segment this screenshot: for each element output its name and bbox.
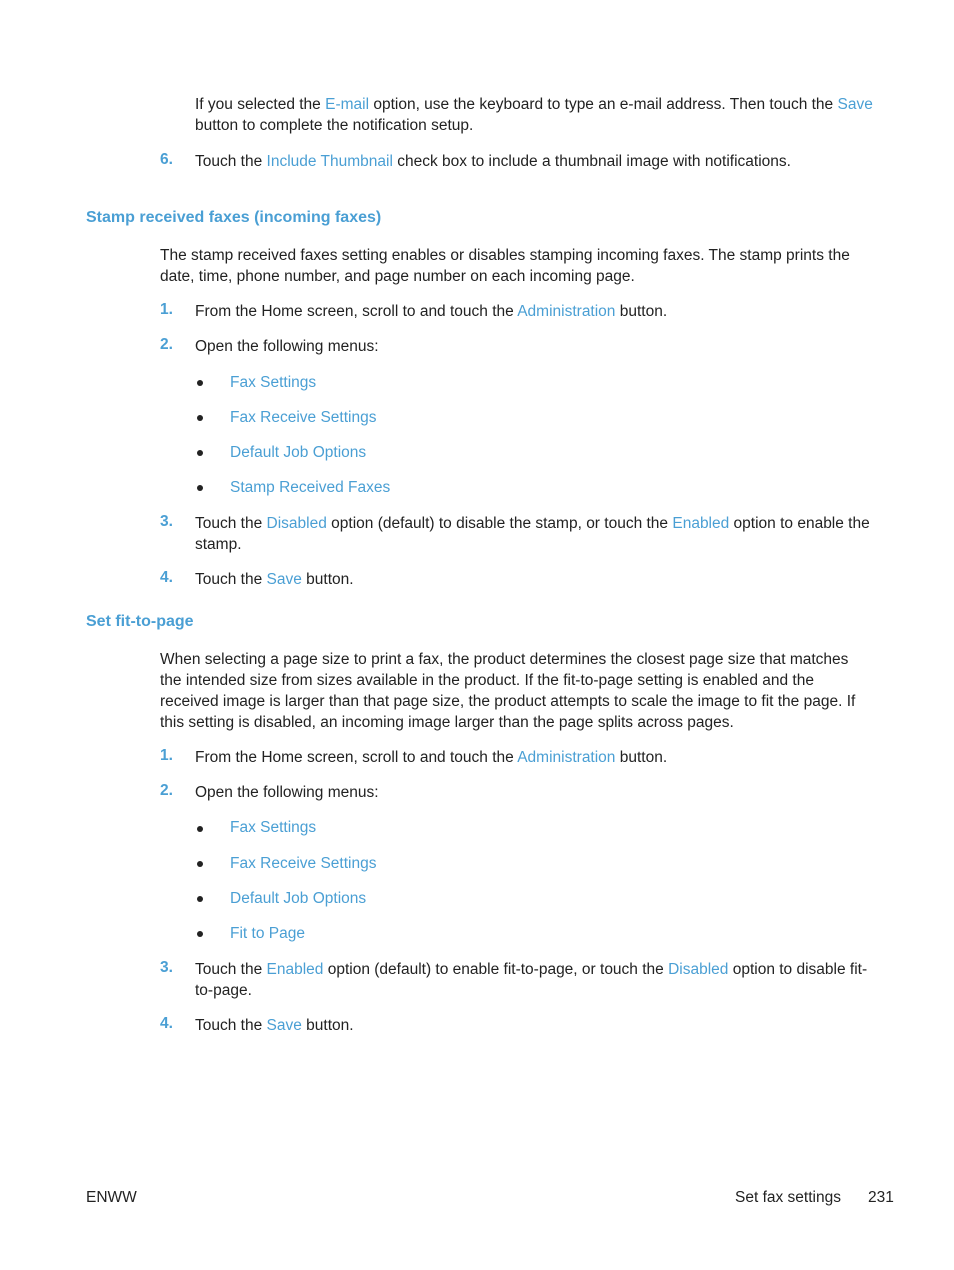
save-button-ref: Save (266, 571, 302, 588)
fit-step-4: Touch the Save button. (195, 1017, 354, 1034)
paragraph-email-note: If you selected the E-mail option, use the keyboard to type an e-mail address. Then touch the Save (195, 96, 873, 113)
stamp-step-1: From the Home screen, scroll to and touch the Administration button. (195, 303, 668, 320)
menu-item: Fax Receive Settings (230, 409, 377, 426)
stamp-step-3: Touch the Disabled option (default) to disable the stamp, or touch the Enabled option to enable the (195, 515, 870, 532)
include-thumbnail-ref: Include Thumbnail (266, 153, 393, 170)
section-heading-fit-to-page: Set fit-to-page (86, 613, 194, 630)
fit-intro-line3: received image is larger than that page size, the product attempts to scale the image to fit the page. If (160, 693, 856, 710)
step-number: 1. (160, 301, 173, 318)
enabled-option-ref: Enabled (266, 961, 324, 978)
administration-ref: Administration (517, 303, 616, 320)
bullet (197, 450, 203, 456)
stamp-step-4: Touch the Save button. (195, 571, 354, 588)
section-heading-stamp: Stamp received faxes (incoming faxes) (86, 209, 382, 226)
menu-item: Fax Settings (230, 374, 317, 391)
menu-item: Fax Receive Settings (230, 855, 377, 872)
menu-item: Default Job Options (230, 890, 367, 907)
step-number: 1. (160, 747, 173, 764)
footer-section-title: Set fax settings (735, 1189, 841, 1206)
step-6-text: Touch the Include Thumbnail check box to include a thumbnail image with notifications. (195, 153, 791, 170)
fit-intro-line4: this setting is disabled, an incoming image larger than the page splits across pages. (160, 714, 734, 731)
step-number: 2. (160, 782, 173, 799)
enabled-option-ref: Enabled (672, 515, 730, 532)
footer-left: ENWW (86, 1189, 137, 1206)
bullet (197, 485, 203, 491)
fit-step-3-line2: to-page. (195, 982, 252, 999)
step-number: 2. (160, 336, 173, 353)
fit-step-1: From the Home screen, scroll to and touch the Administration button. (195, 749, 668, 766)
disabled-option-ref: Disabled (668, 961, 729, 978)
bullet (197, 415, 203, 421)
step-number: 6. (160, 151, 173, 168)
fit-intro-line2: the intended size from sizes available in the product. If the fit-to-page setting is enabled and the (160, 672, 814, 689)
fit-step-3: Touch the Enabled option (default) to enable fit-to-page, or touch the Disabled option to disable fit- (195, 961, 868, 978)
stamp-step-3-line2: stamp. (195, 536, 242, 553)
step-number: 3. (160, 513, 173, 530)
bullet (197, 931, 203, 937)
paragraph-email-note-line2: button to complete the notification setup. (195, 117, 474, 134)
save-button-ref: Save (837, 96, 873, 113)
menu-item: Fax Settings (230, 819, 317, 836)
bullet (197, 826, 203, 832)
fit-step-2: Open the following menus: (195, 784, 379, 801)
fit-intro-line1: When selecting a page size to print a fax, the product determines the closest page size that matches (160, 651, 849, 668)
bullet (197, 861, 203, 867)
save-button-ref: Save (266, 1017, 302, 1034)
stamp-step-2: Open the following menus: (195, 338, 379, 355)
disabled-option-ref: Disabled (266, 515, 327, 532)
stamp-intro-line1: The stamp received faxes setting enables or disables stamping incoming faxes. The stamp prints the (160, 247, 850, 264)
step-number: 3. (160, 959, 173, 976)
administration-ref: Administration (517, 749, 616, 766)
stamp-intro-line2: date, time, phone number, and page number on each incoming page. (160, 268, 635, 285)
menu-item: Fit to Page (230, 925, 305, 942)
bullet (197, 380, 203, 386)
menu-item: Default Job Options (230, 444, 367, 461)
email-option-ref: E-mail (325, 96, 370, 113)
menu-item: Stamp Received Faxes (230, 479, 391, 496)
step-number: 4. (160, 569, 173, 586)
bullet (197, 896, 203, 902)
page-number: 231 (868, 1189, 894, 1206)
step-number: 4. (160, 1015, 173, 1032)
